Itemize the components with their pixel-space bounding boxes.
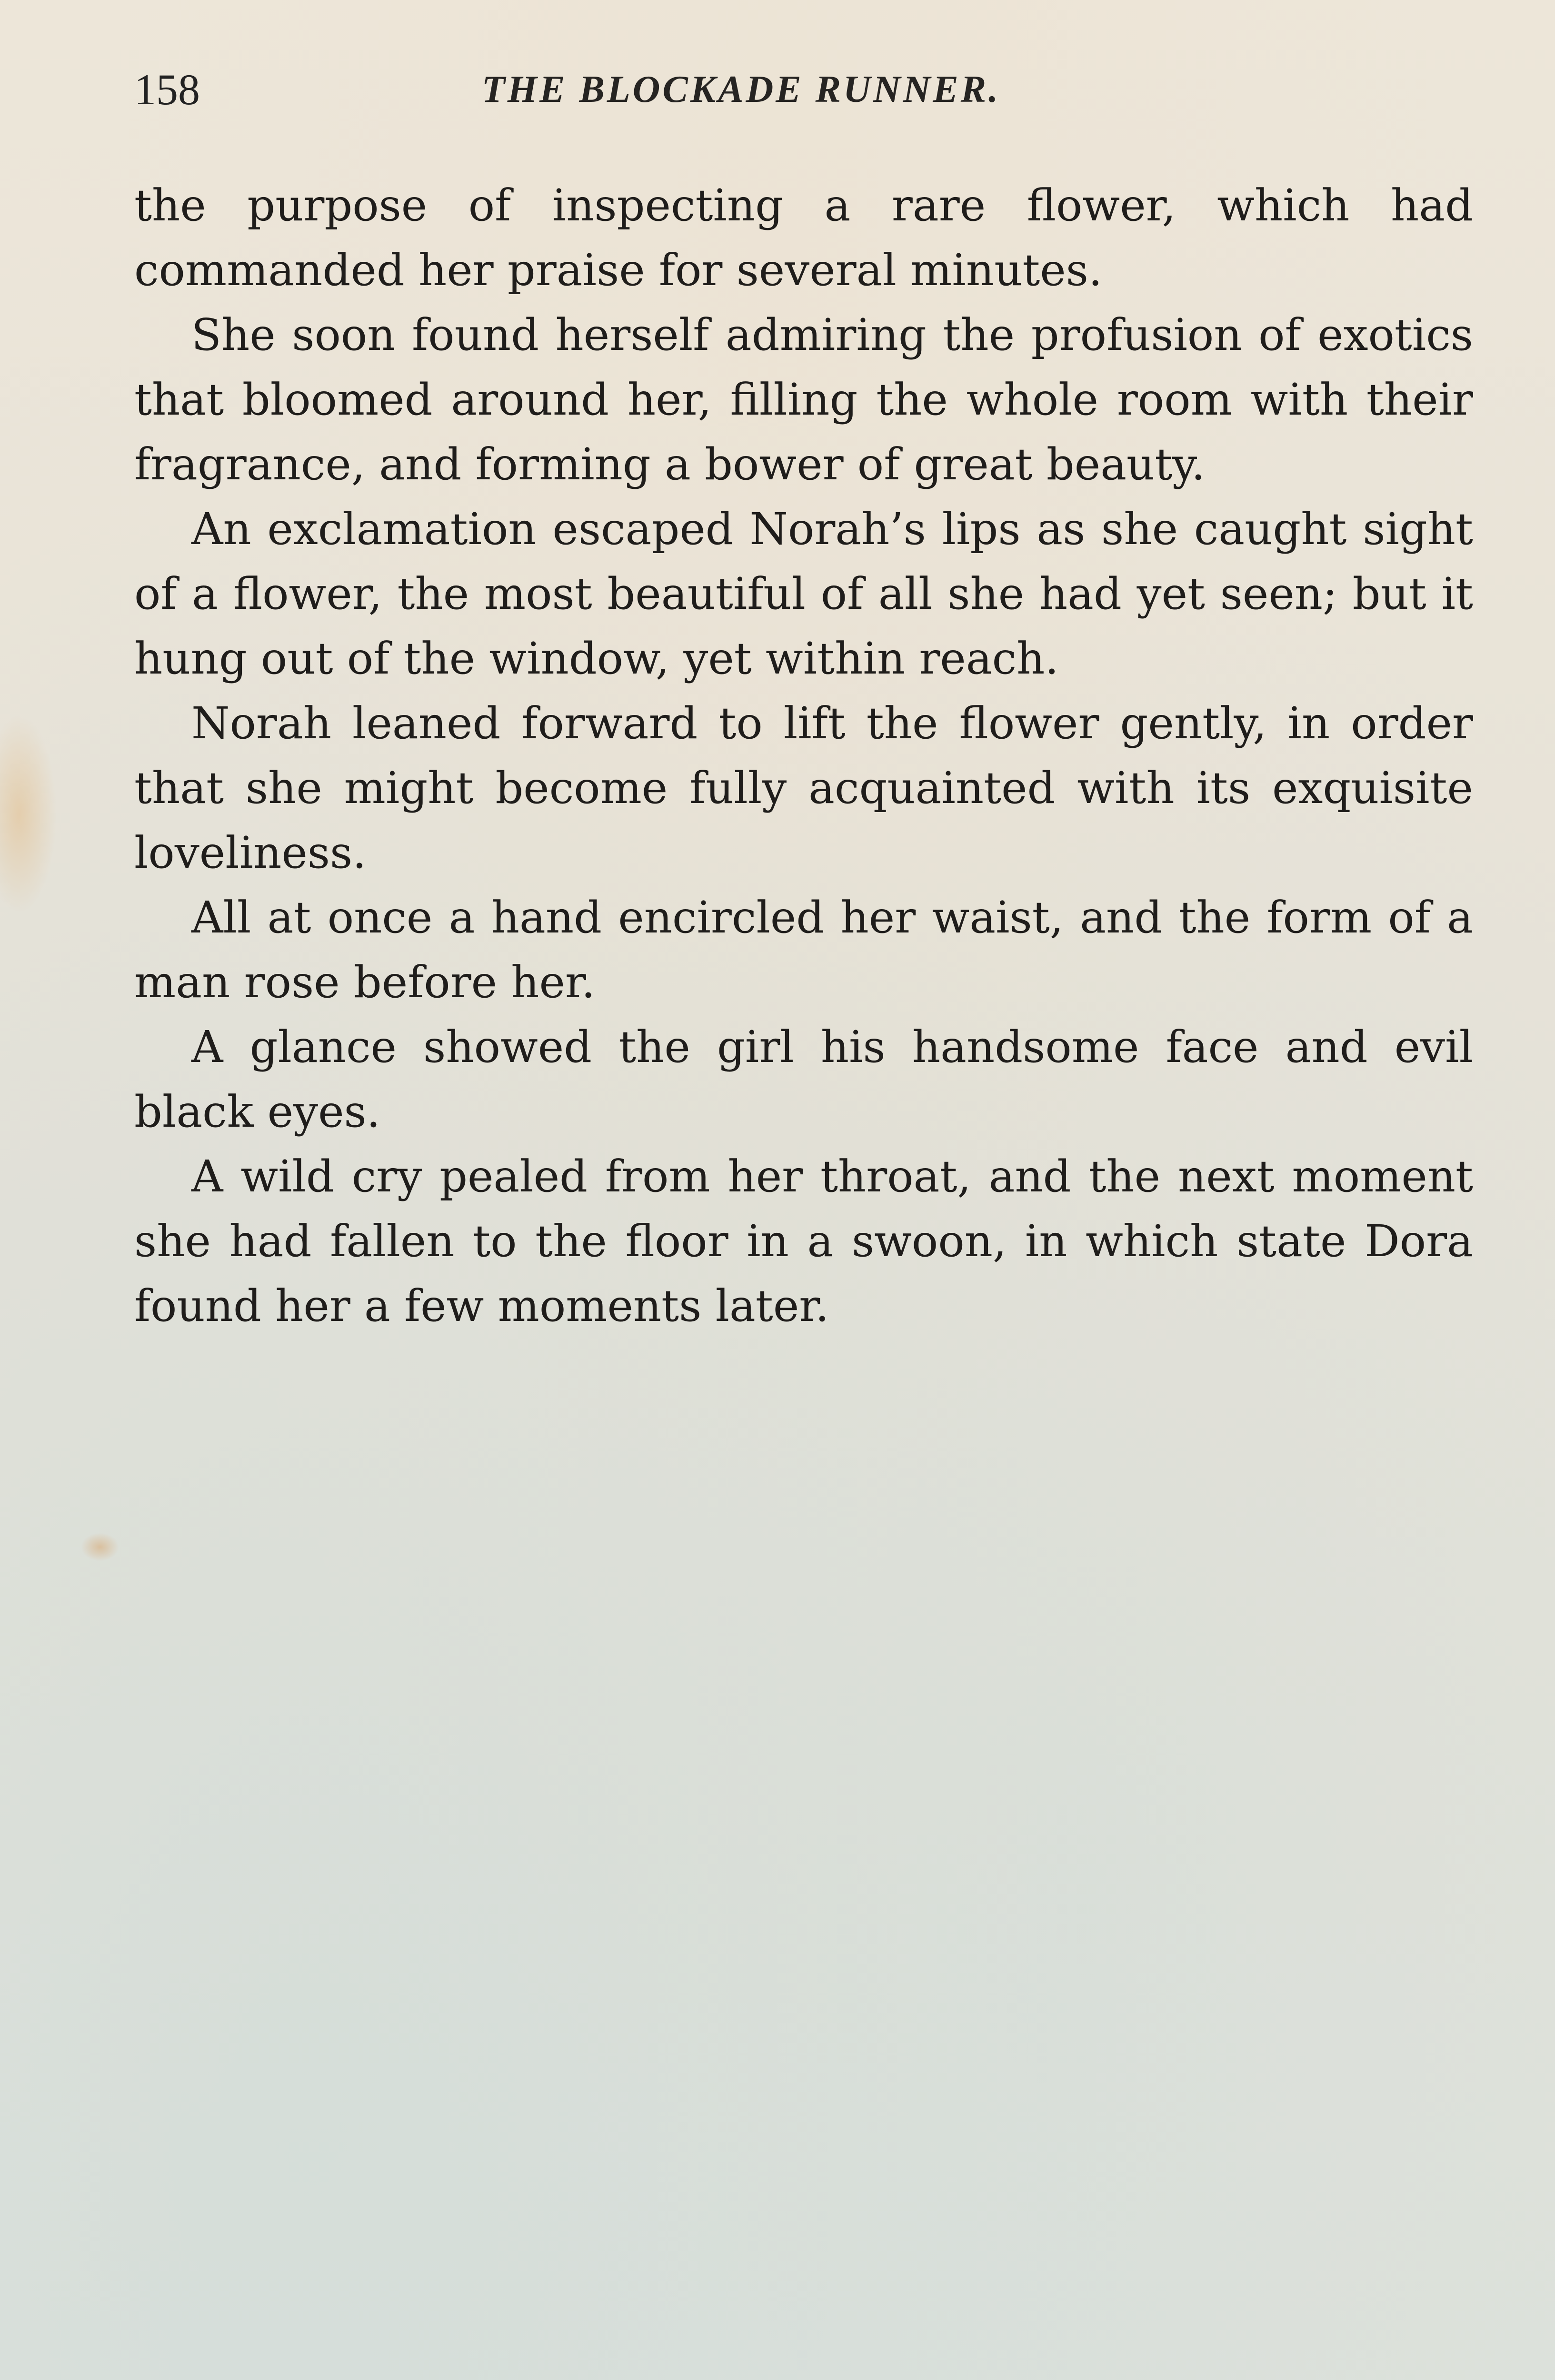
- page-number: 158: [134, 65, 200, 114]
- paragraph: A glance showed the girl his handsome face and evil black eyes.: [134, 1021, 1473, 1137]
- paragraph: the purpose of inspecting a rare flower, which had commanded her praise for several minutes.: [134, 180, 1473, 296]
- paper-stain: [0, 714, 57, 914]
- paragraph: An exclamation escaped Norah’s lips as she caught sight of a flower, the most beautiful of all she had yet seen; but it hung out of the window, yet within reach.: [134, 504, 1473, 684]
- paragraph: All at once a hand encircled her waist, and the form of a man rose before her.: [134, 892, 1473, 1008]
- running-head: [134, 61, 1477, 118]
- running-title: THE BLOCKADE RUNNER.: [482, 69, 1001, 110]
- paper-stain: [81, 1533, 119, 1561]
- paragraph: Norah leaned forward to lift the flower gently, in order that she might become fully acquainted with its exquisite loveliness.: [134, 698, 1473, 878]
- paragraph: She soon found herself admiring the profusion of exotics that bloomed around her, filling the whole room with their fragrance, and forming a bower of great beauty.: [134, 309, 1473, 490]
- body-text: [134, 173, 1473, 1339]
- paragraph: A wild cry pealed from her throat, and the next moment she had fallen to the floor in a swoon, in which state Dora found her a few moments later.: [134, 1151, 1473, 1331]
